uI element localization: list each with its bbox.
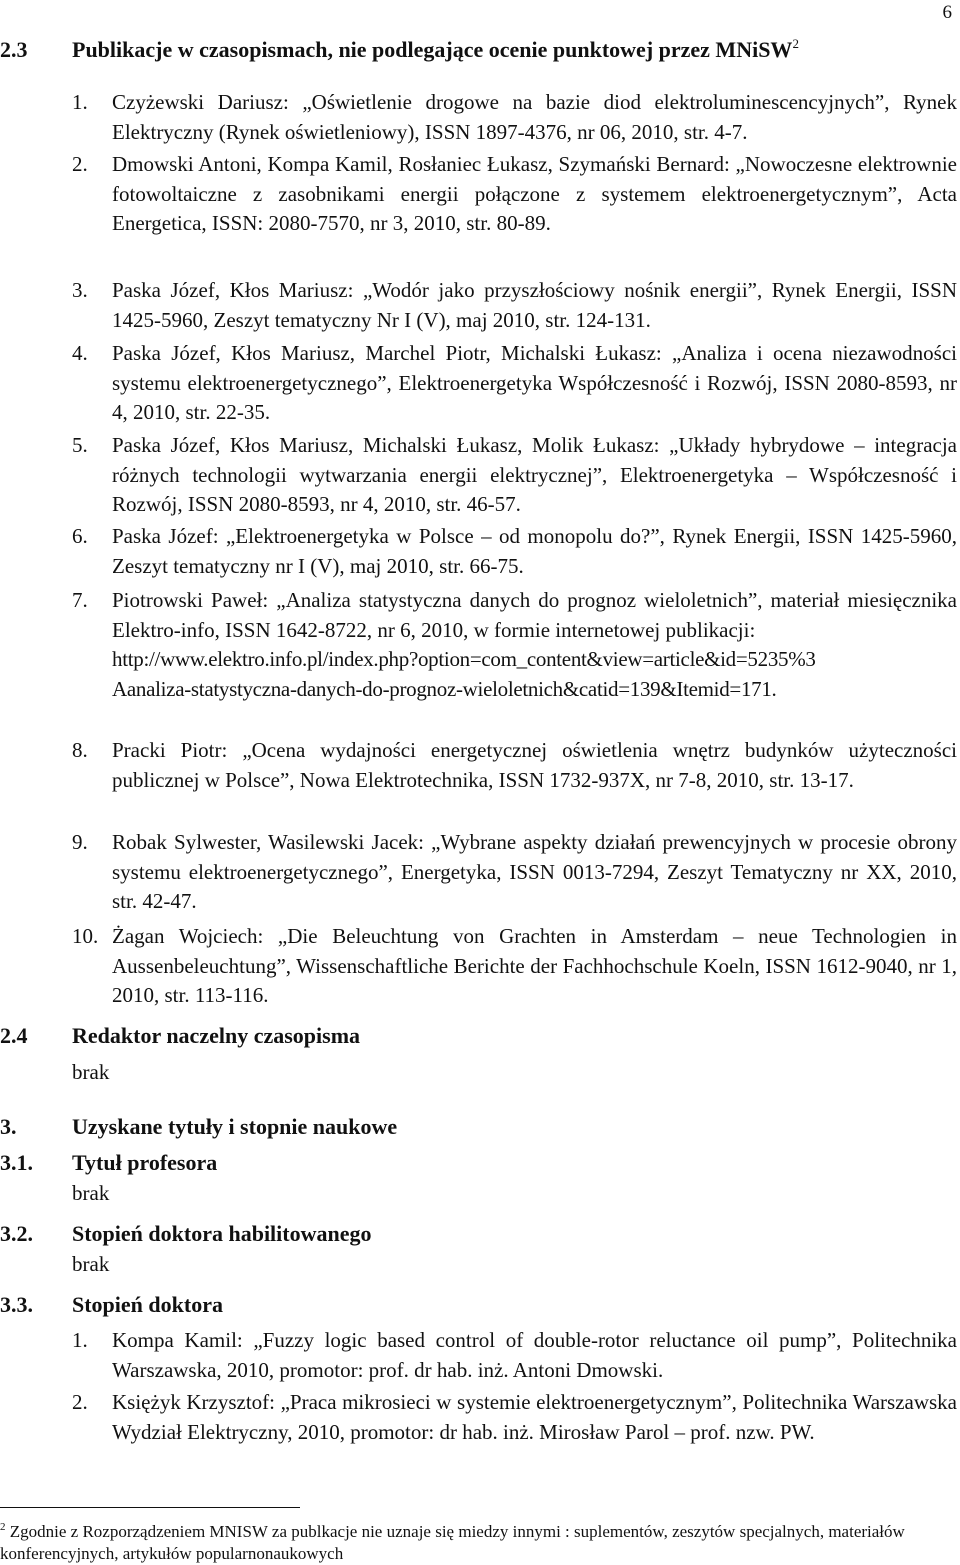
list-item-number: 8. — [72, 738, 88, 762]
section-heading-2-4 — [0, 1024, 360, 1048]
list-item — [72, 1326, 957, 1385]
footnote-separator — [0, 1507, 300, 1508]
list-item-text: Paska Józef, Kłos Mariusz, Marchel Piotr, Michalski Łukasz: „Analiza i ocena niezawodności systemu elektroenergetycznego”, Elektroenergetyka Współczesność i Rozwój, ISSN 2080-8593, nr 4, 2010, str. 22-35. — [112, 341, 957, 425]
section-heading-3 — [0, 1115, 397, 1139]
section-title: Redaktor naczelny czasopisma — [72, 1023, 361, 1048]
list-item — [72, 339, 957, 428]
section-heading-3-3 — [0, 1293, 223, 1317]
list-item-number: 7. — [72, 588, 88, 612]
section-title: Stopień doktora — [72, 1292, 223, 1317]
list-item — [72, 922, 957, 1011]
list-item — [72, 431, 957, 520]
section-heading-3-2 — [0, 1222, 372, 1246]
list-item-text: Księżyk Krzysztof: „Praca mikrosieci w systemie elektroenergetycznym”, Politechnika Warszawska Wydział Elektryczny, 2010, promotor: dr hab. inż. Mirosław Parol – prof. nzw. PW. — [112, 1390, 957, 1444]
list-item-text: Robak Sylwester, Wasilewski Jacek: „Wybrane aspekty działań prewencyjnych w procesie obrony systemu elektroenergetycznego”, Energetyka, ISSN 0013-7294, Zeszyt Tematyczny nr XX, 2010, str. 42-47. — [112, 830, 957, 914]
list-item — [72, 828, 957, 917]
section-heading-3-1 — [0, 1151, 217, 1175]
section-number: 3.2. — [0, 1221, 33, 1246]
section-title: Publikacje w czasopismach, nie podlegające ocenie punktowej przez MNiSW — [72, 37, 793, 62]
list-item-number: 3. — [72, 278, 88, 302]
list-item-number: 9. — [72, 830, 88, 854]
list-item-number: 2. — [72, 152, 88, 176]
list-item-number: 4. — [72, 341, 88, 365]
list-item — [72, 150, 957, 239]
publication-url[interactable]: http://www.elektro.info.pl/index.php?option=com_content&view=article&id=5235%3 — [112, 647, 816, 672]
section-title: Tytuł profesora — [72, 1150, 218, 1175]
list-item-number: 2. — [72, 1390, 88, 1414]
section-body: brak — [72, 1060, 110, 1084]
list-item-number: 10. — [72, 924, 99, 948]
list-item-text: Paska Józef: „Elektroenergetyka w Polsce – od monopolu do?”, Rynek Energii, ISSN 1425-5960, Zeszyt tematyczny nr I (V), maj 2010, str. 66-75. — [112, 524, 957, 578]
footnote-reference: 2 — [792, 36, 799, 51]
footnote-mark: 2 — [0, 1521, 6, 1533]
list-item — [72, 586, 957, 704]
list-item-text: Paska Józef, Kłos Mariusz: „Wodór jako przyszłościowy nośnik energii”, Rynek Energii, ISSN 1425-5960, Zeszyt tematyczny Nr I (V), maj 2010, str. 124-131. — [112, 278, 957, 332]
list-item — [72, 736, 957, 795]
footnote — [0, 1516, 930, 1565]
list-item-text: Żagan Wojciech: „Die Beleuchtung von Grachten in Amsterdam – neue Technologien in Aussenbeleuchtung”, Wissenschaftliche Berichte der Fachhochschule Koeln, ISSN 1612-9040, nr 1, 2010, str. 113-116. — [112, 924, 957, 1008]
list-item-number: 1. — [72, 1328, 88, 1352]
section-body: brak — [72, 1252, 110, 1276]
section-number: 2.3 — [0, 37, 28, 62]
list-item-text: Paska Józef, Kłos Mariusz, Michalski Łukasz, Molik Łukasz: „Układy hybrydowe – integracja różnych technologii wytwarzania energii elektrycznej”, Elektroenergetyka – Współczesność i Rozwój, ISSN 2080-8593, nr 4, 2010, str. 46-57. — [112, 433, 957, 517]
footnote-text: Zgodnie z Rozporządzeniem MNISW za publkacje nie uznaje się miedzy innymi : suplementów, zeszytów specjalnych, materiałów konferencyjnych, artykułów popularnonaukowych — [0, 1522, 905, 1563]
section-number: 3.1. — [0, 1150, 33, 1175]
list-item-text: Piotrowski Paweł: „Analiza statystyczna danych do prognoz wieloletnich”, materiał miesięcznika Elektro-info, ISSN 1642-8722, nr 6, 2010, w formie internetowej publikacji: — [112, 588, 957, 642]
list-item — [72, 276, 957, 335]
section-title: Uzyskane tytuły i stopnie naukowe — [72, 1114, 398, 1139]
page-number: 6 — [942, 2, 952, 23]
list-item-text: Dmowski Antoni, Kompa Kamil, Rosłaniec Łukasz, Szymański Bernard: „Nowoczesne elektrownie fotowoltaiczne z zasobnikami energii połączone z systemem elektroenergetycznym”, Acta Energetica, ISSN: 2080-7570, nr 3, 2010, str. 80-89. — [112, 152, 957, 236]
section-heading-2-3 — [0, 32, 799, 62]
list-item — [72, 1388, 957, 1447]
list-item-number: 6. — [72, 524, 88, 548]
section-number: 3.3. — [0, 1292, 33, 1317]
list-item-number: 5. — [72, 433, 88, 457]
section-body: brak — [72, 1181, 110, 1205]
list-item-text: Kompa Kamil: „Fuzzy logic based control of double-rotor reluctance oil pump”, Politechnika Warszawska, 2010, promotor: prof. dr hab. inż. Antoni Dmowski. — [112, 1328, 957, 1382]
section-number: 2.4 — [0, 1023, 28, 1048]
section-title: Stopień doktora habilitowanego — [72, 1221, 372, 1246]
section-number: 3. — [0, 1114, 17, 1139]
list-item-number: 1. — [72, 90, 88, 114]
publication-url-continued[interactable]: Aanaliza-statystyczna-danych-do-prognoz-wieloletnich&catid=139&Itemid=171. — [112, 676, 777, 701]
list-item — [72, 88, 957, 147]
list-item-text: Czyżewski Dariusz: „Oświetlenie drogowe na bazie diod elektroluminescencyjnych”, Rynek Elektryczny (Rynek oświetleniowy), ISSN 1897-4376, nr 06, 2010, str. 4-7. — [112, 90, 957, 144]
list-item — [72, 522, 957, 581]
list-item-text: Pracki Piotr: „Ocena wydajności energetycznej oświetlenia wnętrz budynków użyteczności publicznej w Polsce”, Nowa Elektrotechnika, ISSN 1732-937X, nr 7-8, 2010, str. 13-17. — [112, 738, 957, 792]
